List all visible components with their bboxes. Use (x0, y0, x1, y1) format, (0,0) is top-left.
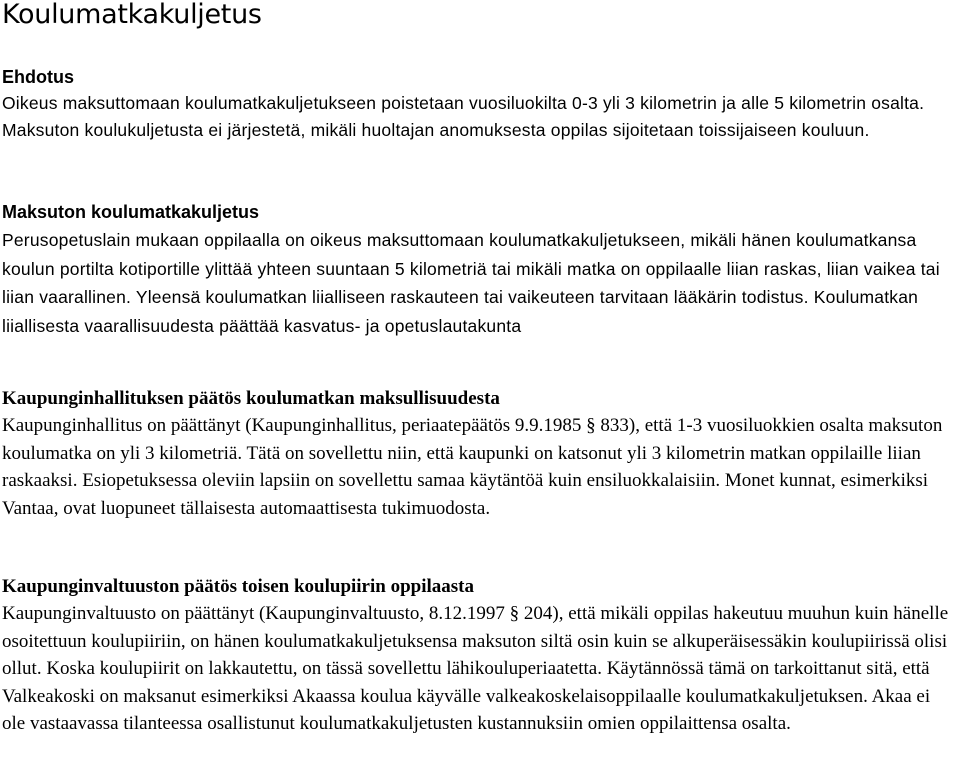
section-city-council-decision (2, 574, 958, 738)
section-body-proposal: Oikeus maksuttomaan koulumatkakuljetukseen poistetaan vuosiluokilta 0-3 yli 3 kilometrin ja alle 5 kilometrin osalta. Maksuton koulukuljetusta ei järjestetä, mikäli huoltajan anomuksesta oppilas sijoitetaan toissijaiseen kouluun. (2, 93, 925, 140)
section-proposal (2, 64, 958, 143)
page-title: Koulumatkakuljetus (2, 0, 262, 30)
section-body-city-board-decision: Kaupunginhallitus on päättänyt (Kaupunginhallitus, periaatepäätös 9.9.1985 § 833), että 1-3 vuosiluokkien osalta maksuton koulumatka on yli 3 kilometriä. Tätä on sovellettu niin, että kaupunki on katsonut yli 3 kilometrin matkan oppilaille liian raskaaksi. Esiopetuksessa oleviin lapsiin on sovellettu samaa käytäntöä kuin ensiluokkalaisiin. Monet kunnat, esimerkiksi Vantaa, ovat luopuneet tällaisesta automaattisesta tukimuodosta. (2, 415, 943, 519)
section-heading-free-transport: Maksuton koulumatkakuljetus (2, 202, 260, 222)
section-heading-proposal: Ehdotus (2, 67, 74, 87)
section-free-transport (2, 198, 958, 340)
section-heading-city-council-decision: Kaupunginvaltuuston päätös toisen koulupiirin oppilaasta (2, 576, 475, 597)
section-body-free-transport: Perusopetuslain mukaan oppilaalla on oikeus maksuttomaan koulumatkakuljetukseen, mikäli hänen koulumatkansa koulun portilta kotiportille ylittää yhteen suuntaan 5 kilometriä tai mikäli matka on oppilaalle liian raskas, liian vaikea tai liian vaarallinen. Yleensä koulumatkan liialliseen raskauteen tai vaikeuteen tarvitaan lääkärin todistus. Koulumatkan liiallisesta vaarallisuudesta päättää kasvatus- ja opetuslautakunta (2, 230, 940, 336)
section-body-city-council-decision: Kaupunginvaltuusto on päättänyt (Kaupunginvaltuusto, 8.12.1997 § 204), että mikäli oppilas hakeutuu muuhun kuin hänelle osoitettuun koulupiiriin, on hänen koulumatkakuljetuksensa maksuton siltä osin kuin se alkuperäisessäkin koulupiirissä olisi ollut. Koska koulupiirit on lakkautettu, on tässä sovellettu lähikouluperiaatetta. Käytännössä tämä on tarkoittanut sitä, että Valkeakoski on maksanut esimerkiksi Akaassa koulua käyvälle valkeakoskelaisoppilaalle koulumatkakuljetuksen. Akaa ei ole vastaavassa tilanteessa osallistunut koulumatkakuljetusten kustannuksiin omien oppilaittensa osalta. (2, 603, 949, 735)
section-city-board-decision (2, 386, 958, 522)
section-heading-city-board-decision: Kaupunginhallituksen päätös koulumatkan maksullisuudesta (2, 388, 500, 409)
